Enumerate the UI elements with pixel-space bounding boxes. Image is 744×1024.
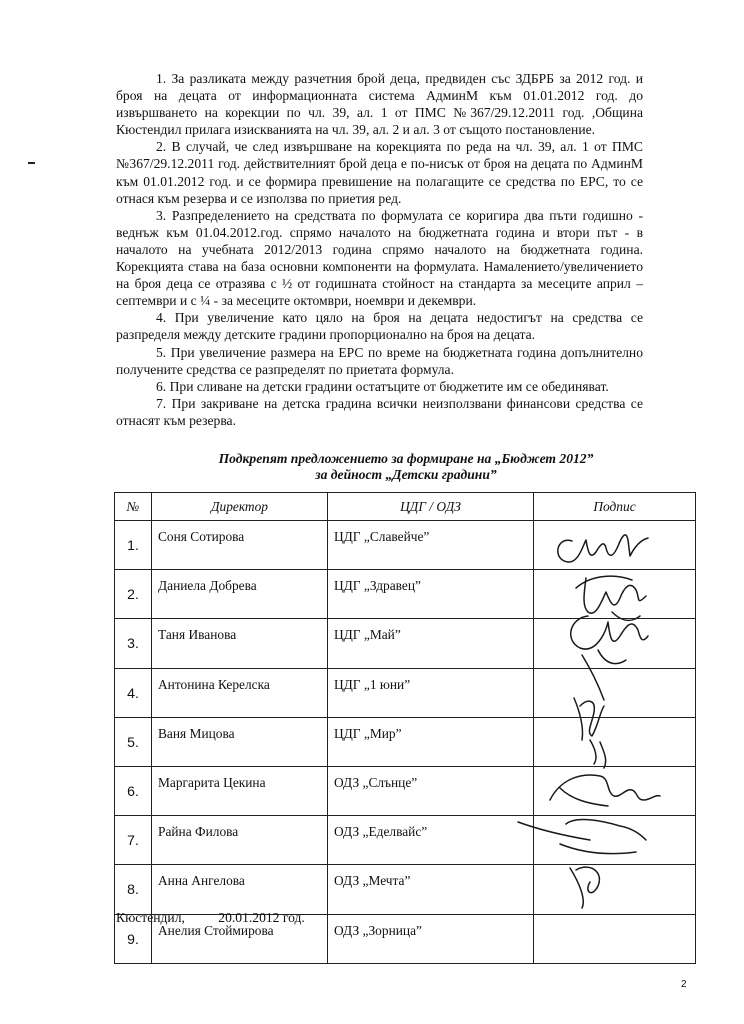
director-name: Таня Иванова bbox=[152, 619, 328, 668]
row-num: 2. bbox=[115, 570, 152, 619]
paragraph-1: 1. За разликата между разчетния брой деца, предвиден със ЗДБРБ за 2012 год. и броя на децата от информационната система АдминМ към 01.01.2012 год. до извършването на корекции по чл. 39, ал. 1 от ПМС №367/29.12.2011 год. ,Община Кюстендил прилага изискванията на чл. 39, ал. 2 и ал. 3 от същото постановление. bbox=[116, 71, 643, 138]
header-num: № bbox=[115, 493, 152, 521]
table-row bbox=[115, 816, 696, 865]
director-name: Антонина Керелска bbox=[152, 668, 328, 717]
footer bbox=[116, 910, 305, 926]
row-num: 6. bbox=[115, 766, 152, 815]
table-row bbox=[115, 766, 696, 815]
director-name: Анелия Стоймирова bbox=[152, 914, 328, 963]
signature-cell bbox=[534, 717, 696, 766]
heading-line-1: Подкрепят предложението за формиране на „Бюджет 2012” bbox=[218, 451, 594, 466]
header-signature: Подпис bbox=[534, 493, 696, 521]
paragraph-5: 5. При увеличение размера на ЕРС по време на бюджетната година допълнително получените средства се разпределят по приетата формула. bbox=[116, 344, 643, 377]
paragraph-3: 3. Разпределението на средствата по формулата се коригира два пъти годишно - веднъж към 01.04.2012.год. спрямо началото на бюджетната година и втори път - в началото на учебната 2012/2013 година спрямо началото на бюджетната година. Корекцията става на база основни компоненти на формулата. Намалението/увеличението на броя деца се отразява с ½ от годишната стойност на стандарта за месеците април – септември и с ¼ - за месеците октомври, ноември и декември. bbox=[116, 207, 643, 309]
row-num: 8. bbox=[115, 865, 152, 914]
signature-cell bbox=[534, 865, 696, 914]
director-name: Анна Ангелова bbox=[152, 865, 328, 914]
signature-cell bbox=[534, 914, 696, 963]
org-name: ЦДГ „Мир” bbox=[328, 717, 534, 766]
paragraph-6: 6. При сливане на детски градини остатъците от бюджетите им се обединяват. bbox=[156, 378, 609, 394]
table-heading bbox=[116, 451, 696, 483]
row-num: 7. bbox=[115, 816, 152, 865]
row-num: 4. bbox=[115, 668, 152, 717]
director-name: Соня Сотирова bbox=[152, 521, 328, 570]
signature-cell bbox=[534, 816, 696, 865]
signature-cell bbox=[534, 668, 696, 717]
org-name: ОДЗ „Еделвайс” bbox=[328, 816, 534, 865]
header-director: Директор bbox=[152, 493, 328, 521]
table-row bbox=[115, 619, 696, 668]
org-name: ЦДГ „Май” bbox=[328, 619, 534, 668]
director-name: Даниела Добрева bbox=[152, 570, 328, 619]
director-name: Ваня Мицова bbox=[152, 717, 328, 766]
row-num: 9. bbox=[115, 914, 152, 963]
header-org: ЦДГ / ОДЗ bbox=[328, 493, 534, 521]
page-number: 2 bbox=[681, 979, 687, 990]
org-name: ЦДГ „Здравец” bbox=[328, 570, 534, 619]
footer-place: Кюстендил, bbox=[116, 910, 185, 925]
row-num: 1. bbox=[115, 521, 152, 570]
row-num: 3. bbox=[115, 619, 152, 668]
org-name: ОДЗ „Зорница” bbox=[328, 914, 534, 963]
table-row bbox=[115, 668, 696, 717]
signature-cell bbox=[534, 766, 696, 815]
signature-cell bbox=[534, 521, 696, 570]
footer-date: 20.01.2012 год. bbox=[218, 910, 305, 925]
paragraph-4: 4. При увеличение като цяло на броя на децата недостигът на средства се разпределя между детските градини пропорционално на броя на децата. bbox=[116, 310, 643, 343]
table-header-row bbox=[115, 493, 696, 521]
org-name: ОДЗ „Слънце” bbox=[328, 766, 534, 815]
margin-mark bbox=[28, 162, 35, 164]
paragraph-7: 7. При закриване на детска градина всички неизползвани финансови средства се отнасят към резерва. bbox=[116, 395, 643, 428]
table-row bbox=[115, 865, 696, 914]
org-name: ОДЗ „Мечта” bbox=[328, 865, 534, 914]
director-name: Райна Филова bbox=[152, 816, 328, 865]
heading-line-2: за дейност „Детски градини” bbox=[315, 467, 497, 482]
table-row bbox=[115, 570, 696, 619]
paragraph-2: 2. В случай, че след извършване на корекцията по реда на чл. 39, ал. 1 от ПМС №367/29.12.2011 год. действителният брой деца е по-нисък от броя на децата по АдминМ към 01.01.2012 год. и се формира превишение на полагащите се средства по ЕРС, то се отнася към резерва и се използва по приетия ред. bbox=[116, 139, 643, 206]
signature-table bbox=[114, 492, 696, 964]
signature-cell bbox=[534, 619, 696, 668]
row-num: 5. bbox=[115, 717, 152, 766]
body-text bbox=[116, 70, 643, 429]
org-name: ЦДГ „Славейче” bbox=[328, 521, 534, 570]
table-row bbox=[115, 717, 696, 766]
org-name: ЦДГ „1 юни” bbox=[328, 668, 534, 717]
director-name: Маргарита Цекина bbox=[152, 766, 328, 815]
table-row bbox=[115, 521, 696, 570]
signature-cell bbox=[534, 570, 696, 619]
